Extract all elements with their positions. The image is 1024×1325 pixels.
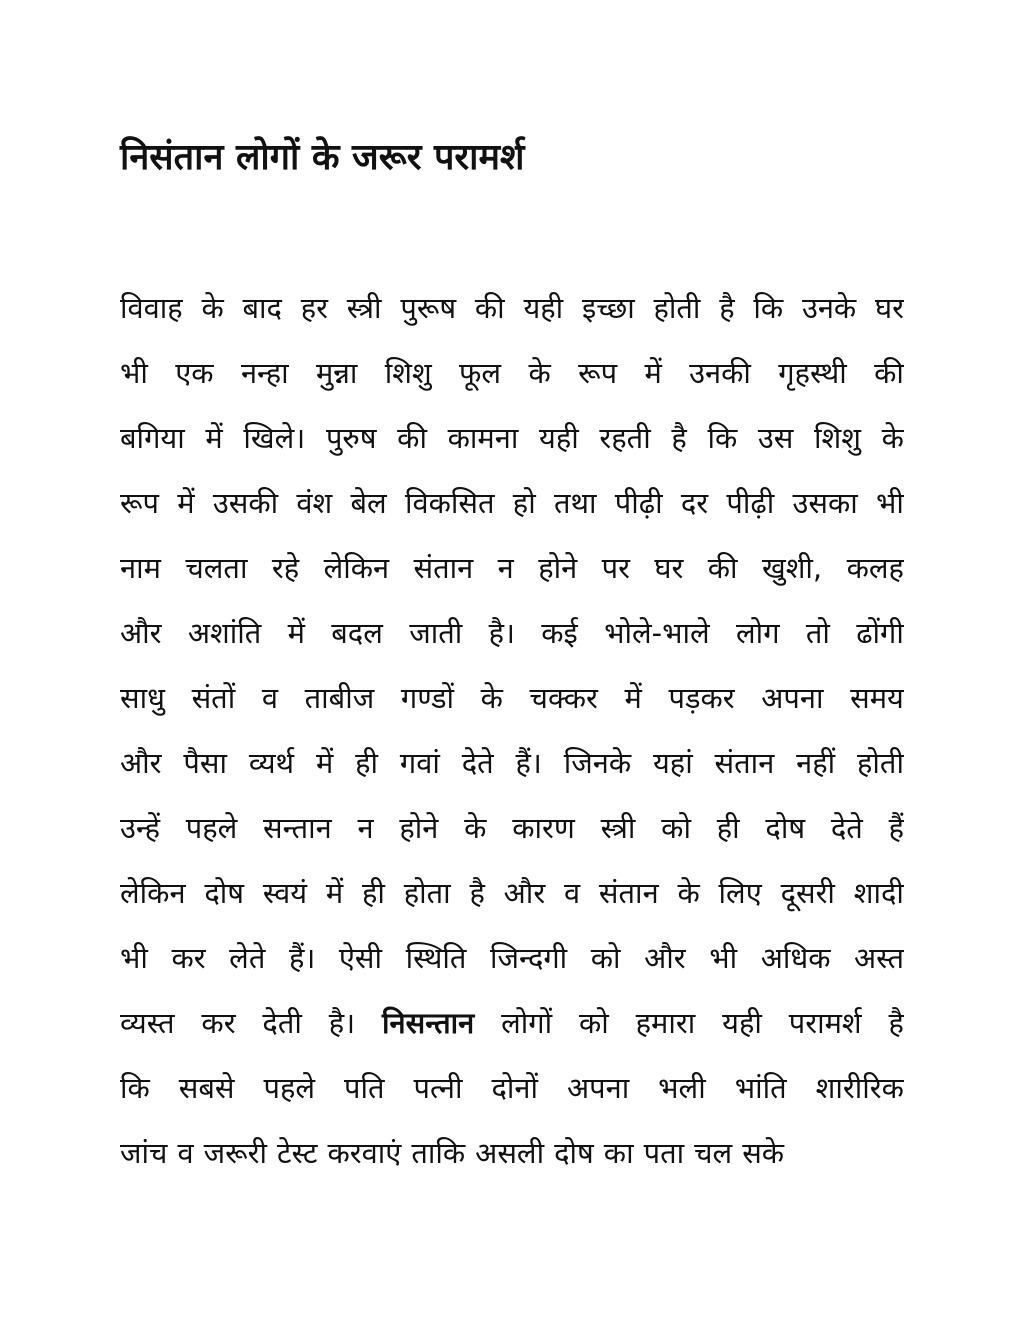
word: उनके xyxy=(801,291,857,325)
paragraph-line xyxy=(120,536,904,601)
word: खुशी, xyxy=(761,551,823,585)
word: स्त्री xyxy=(346,291,382,325)
word: ढोंगी xyxy=(856,616,904,650)
word: व xyxy=(177,1136,194,1170)
word: भी xyxy=(876,486,904,520)
word: स्त्री xyxy=(600,811,636,845)
word: होने xyxy=(538,551,578,585)
paragraph-line xyxy=(120,796,904,861)
word: उस xyxy=(757,421,794,455)
word: जिनके xyxy=(563,746,632,780)
word: उन्हें xyxy=(120,811,160,845)
word: की xyxy=(397,421,427,455)
word: है xyxy=(671,421,687,455)
word: कारण xyxy=(512,811,575,845)
word: ही xyxy=(362,876,385,910)
paragraph-line xyxy=(120,731,904,796)
word: फूल xyxy=(459,356,502,390)
word: कलह xyxy=(846,551,904,585)
word: में xyxy=(325,876,344,910)
word: लोगों xyxy=(501,1006,553,1040)
word: होने xyxy=(399,811,439,845)
word: अपना xyxy=(566,1071,630,1105)
word: विवाह xyxy=(120,291,183,325)
word: यहां xyxy=(652,746,693,780)
word: हो xyxy=(512,486,536,520)
word: में xyxy=(315,746,334,780)
word: भली xyxy=(658,1071,706,1105)
word: है। xyxy=(328,1006,356,1040)
word: कर xyxy=(201,1006,236,1040)
word: ताकि xyxy=(411,1136,466,1170)
word: भी xyxy=(120,941,148,975)
word: न xyxy=(497,551,514,585)
word: उसका xyxy=(792,486,858,520)
word: टेस्ट xyxy=(277,1136,318,1170)
word: रूप xyxy=(120,486,160,520)
word: अपना xyxy=(761,681,824,715)
word: संतान xyxy=(714,746,775,780)
word: परामर्श xyxy=(788,1006,862,1040)
paragraph-line xyxy=(120,341,904,406)
word: कामना xyxy=(447,421,519,455)
word: व xyxy=(564,876,581,910)
word: देते xyxy=(461,746,494,780)
word: विकसित xyxy=(404,486,495,520)
word: गण्डों xyxy=(400,681,455,715)
paragraph-line xyxy=(120,666,904,731)
paragraph-line xyxy=(120,1056,904,1121)
word: शिशु xyxy=(814,421,861,455)
word: संतान xyxy=(413,551,474,585)
paragraph-line xyxy=(120,991,904,1056)
word: रहे xyxy=(271,551,300,585)
word: रूप xyxy=(578,356,618,390)
word: जरूरी xyxy=(203,1136,268,1170)
word: पति xyxy=(344,1071,385,1105)
word: पुरुष xyxy=(325,421,377,455)
word: दोष xyxy=(554,1136,594,1170)
word: सन्तान xyxy=(263,811,332,845)
word: कि xyxy=(707,421,738,455)
word: में xyxy=(644,356,662,390)
word: पहले xyxy=(263,1071,316,1105)
word: कर xyxy=(171,941,206,975)
paragraph-line xyxy=(120,276,904,341)
word: हर xyxy=(300,291,328,325)
word: है xyxy=(719,291,735,325)
word: होती xyxy=(653,291,701,325)
bold-word: निसन्तान xyxy=(381,1006,475,1040)
word: हैं। xyxy=(515,746,542,780)
word: ताबीज xyxy=(304,681,375,715)
word: को xyxy=(661,811,691,845)
paragraph-line xyxy=(120,926,904,991)
word: के xyxy=(677,876,700,910)
word: में xyxy=(177,486,195,520)
word: कि xyxy=(120,1071,150,1105)
word: की xyxy=(707,551,738,585)
word: तो xyxy=(805,616,830,650)
word: ही xyxy=(355,746,379,780)
word: बाद xyxy=(242,291,282,325)
word: और xyxy=(120,616,162,650)
word: समय xyxy=(850,681,904,715)
word: चक्कर xyxy=(529,681,598,715)
word: बदल xyxy=(331,616,383,650)
word: इच्छा xyxy=(581,291,635,325)
word: स्वयं xyxy=(262,876,308,910)
word: के xyxy=(528,356,551,390)
word: यही xyxy=(539,421,579,455)
word: साधु xyxy=(120,681,165,715)
word: न xyxy=(357,811,374,845)
word: शादी xyxy=(853,876,904,910)
word: खिले। xyxy=(243,421,306,455)
word: उनकी xyxy=(689,356,751,390)
word: देते xyxy=(830,811,863,845)
word: घर xyxy=(874,291,904,325)
word: नाम xyxy=(120,551,161,585)
word: पहले xyxy=(185,811,238,845)
word: कि xyxy=(753,291,784,325)
word: बेल xyxy=(350,486,387,520)
word: वंश xyxy=(296,486,333,520)
word: के xyxy=(480,681,503,715)
word: यही xyxy=(523,291,564,325)
word: में xyxy=(624,681,642,715)
word: पत्नी xyxy=(413,1071,463,1105)
word: का xyxy=(603,1136,634,1170)
word: घर xyxy=(654,551,684,585)
body-paragraph xyxy=(120,276,904,1186)
word: संतों xyxy=(191,681,236,715)
word: भांति xyxy=(734,1071,787,1105)
word: सबसे xyxy=(178,1071,235,1105)
word: उसकी xyxy=(212,486,279,520)
word: दोष xyxy=(765,811,806,845)
paragraph-line xyxy=(120,601,904,666)
word: एक xyxy=(175,356,214,390)
word: पता xyxy=(643,1136,685,1170)
word: है xyxy=(888,1006,904,1040)
word: नहीं xyxy=(796,746,836,780)
word: मुन्ना xyxy=(315,356,358,390)
word: देती xyxy=(262,1006,302,1040)
word: को xyxy=(579,1006,609,1040)
word: गवां xyxy=(399,746,440,780)
word: है xyxy=(469,876,485,910)
word: शिशु xyxy=(384,356,432,390)
word: पीढ़ी xyxy=(726,486,775,520)
word: गृहस्थी xyxy=(778,356,847,390)
word: पीढ़ी xyxy=(614,486,663,520)
word: दोनों xyxy=(491,1071,538,1105)
word: के xyxy=(201,291,224,325)
word: और xyxy=(503,876,546,910)
word: अशांति xyxy=(187,616,262,650)
paragraph-line xyxy=(120,406,904,471)
word: अधिक xyxy=(760,941,831,975)
word: और xyxy=(644,941,686,975)
word: लेकिन xyxy=(120,876,186,910)
word: भी xyxy=(120,356,148,390)
word: लेकिन xyxy=(323,551,390,585)
word: जाती xyxy=(409,616,463,650)
word: ऐसी xyxy=(338,941,383,975)
word: भोले-भाले xyxy=(604,616,710,650)
word: बगिया xyxy=(120,421,185,455)
word: संतान xyxy=(598,876,659,910)
word: और xyxy=(120,746,162,780)
word: हैं। xyxy=(288,941,316,975)
word: व्यस्त xyxy=(120,1006,175,1040)
word: तथा xyxy=(553,486,597,520)
word: दूसरी xyxy=(780,876,835,910)
word: रहती xyxy=(599,421,651,455)
word: होता xyxy=(403,876,451,910)
word: यही xyxy=(722,1006,762,1040)
word: करवाएं xyxy=(327,1136,402,1170)
word: अस्त xyxy=(854,941,904,975)
word: पर xyxy=(601,551,630,585)
word: में xyxy=(287,616,305,650)
paragraph-line xyxy=(120,471,904,536)
word: दोष xyxy=(204,876,245,910)
word: पड़कर xyxy=(668,681,735,715)
word: के xyxy=(881,421,904,455)
document-title: निसंतान लोगों के जरूर परामर्श xyxy=(120,137,525,178)
word: दर xyxy=(680,486,709,520)
word: शारीरिक xyxy=(815,1071,904,1105)
word: के xyxy=(464,811,487,845)
word: कई xyxy=(541,616,578,650)
word: को xyxy=(590,941,621,975)
word: पैसा xyxy=(183,746,227,780)
word: की xyxy=(874,356,904,390)
word: लेते xyxy=(229,941,266,975)
word: स्थिति xyxy=(405,941,467,975)
word: पुरूष xyxy=(400,291,457,325)
paragraph-line xyxy=(120,861,904,926)
paragraph-line xyxy=(120,1121,904,1186)
word: लिए xyxy=(718,876,762,910)
word: असली xyxy=(475,1136,545,1170)
word: व xyxy=(261,681,278,715)
word: हमारा xyxy=(635,1006,696,1040)
word: सके xyxy=(742,1136,785,1170)
word: होती xyxy=(857,746,904,780)
word: जांच xyxy=(120,1136,168,1170)
word: जिन्दगी xyxy=(489,941,568,975)
word: की xyxy=(474,291,505,325)
word: चल xyxy=(694,1136,733,1170)
word: चलता xyxy=(185,551,248,585)
word: व्यर्थ xyxy=(248,746,295,780)
word: नन्हा xyxy=(240,356,289,390)
word: है। xyxy=(488,616,515,650)
word: लोग xyxy=(736,616,780,650)
word: में xyxy=(205,421,223,455)
word: भी xyxy=(709,941,738,975)
word: हैं xyxy=(888,811,904,845)
word: ही xyxy=(716,811,740,845)
